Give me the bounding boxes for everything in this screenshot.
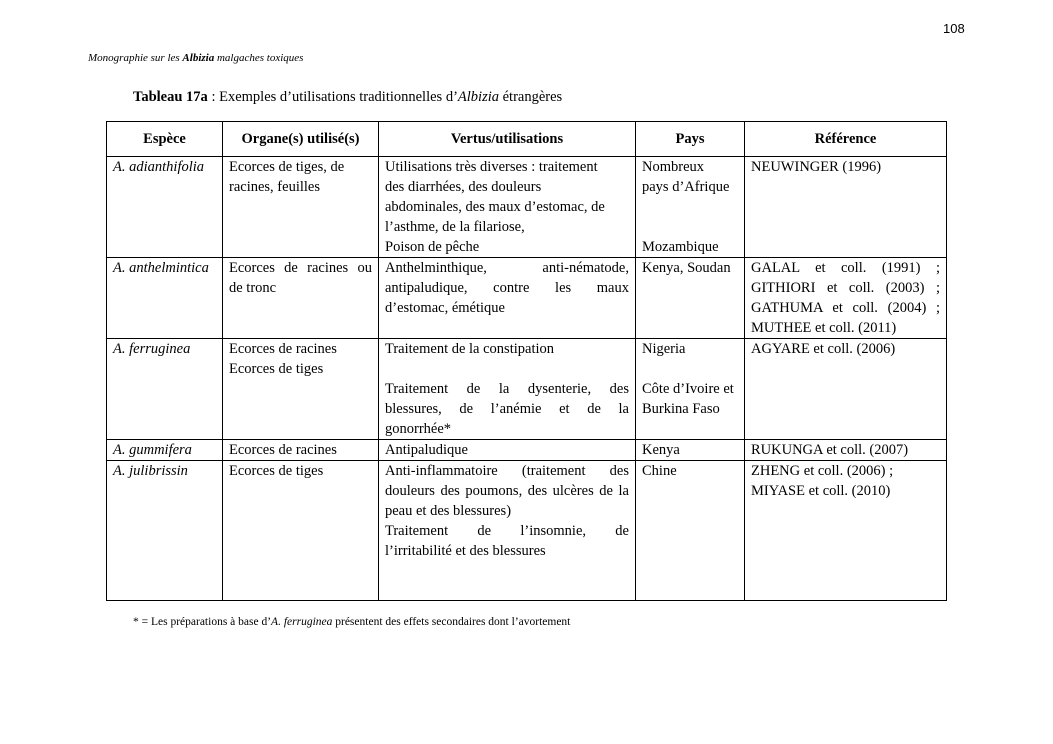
uses-line: d’estomac, émétique bbox=[385, 300, 505, 316]
country-cell bbox=[636, 440, 745, 461]
reference-cell bbox=[745, 440, 947, 461]
running-header-suffix: malgaches toxiques bbox=[214, 52, 304, 64]
country-line: Chine bbox=[642, 463, 677, 479]
country-line-spacer bbox=[642, 359, 738, 379]
uses-line: douleurs des poumons, des ulcères de la bbox=[385, 483, 629, 499]
organs-cell bbox=[223, 258, 379, 339]
country-line: Mozambique bbox=[642, 239, 719, 255]
uses-line: des diarrhées, des douleurs bbox=[385, 179, 542, 195]
table-caption-label: Tableau 17a bbox=[133, 89, 208, 105]
organs-line: Ecorces de tiges, de bbox=[229, 159, 345, 175]
species-cell: A. gummifera bbox=[107, 440, 223, 461]
organs-line: Ecorces de tiges bbox=[229, 361, 324, 377]
table-caption bbox=[133, 89, 562, 106]
reference-line: MUTHEE et coll. (2011) bbox=[751, 320, 897, 336]
reference-line: AGYARE et coll. (2006) bbox=[751, 341, 896, 357]
species-cell: A. julibrissin bbox=[107, 461, 223, 601]
table-row bbox=[107, 157, 947, 258]
uses-line: l’irritabilité et des blessures bbox=[385, 543, 546, 559]
uses-line: Antipaludique bbox=[385, 442, 468, 458]
uses-line: peau et des blessures) bbox=[385, 503, 512, 519]
organs-line: de tronc bbox=[229, 280, 277, 296]
header-reference: Référence bbox=[745, 122, 947, 157]
uses-line: Poison de pêche bbox=[385, 239, 480, 255]
running-header bbox=[88, 52, 303, 64]
reference-line: NEUWINGER (1996) bbox=[751, 159, 882, 175]
reference-cell bbox=[745, 258, 947, 339]
footnote bbox=[133, 616, 570, 628]
header-organs: Organe(s) utilisé(s) bbox=[223, 122, 379, 157]
table-row bbox=[107, 440, 947, 461]
organs-cell bbox=[223, 157, 379, 258]
reference-line: GATHUMA et coll. (2004) ; bbox=[751, 300, 940, 316]
page-number: 108 bbox=[943, 21, 965, 36]
reference-cell bbox=[745, 157, 947, 258]
uses-cell bbox=[379, 339, 636, 440]
uses-line: l’asthme, de la filariose, bbox=[385, 219, 525, 235]
footnote-text-end: présentent des effets secondaires dont l’avortement bbox=[332, 616, 571, 628]
uses-cell bbox=[379, 461, 636, 601]
footnote-species: A. ferruginea bbox=[271, 616, 333, 628]
organs-line: Ecorces de racines ou bbox=[229, 260, 372, 276]
table-caption-text: : Exemples d’utilisations traditionnelles d’ bbox=[207, 89, 458, 105]
footnote-text: * = Les préparations à base d’ bbox=[133, 616, 272, 628]
country-line: Côte d’Ivoire et bbox=[642, 381, 734, 397]
uses-table bbox=[106, 121, 947, 601]
uses-line: Utilisations très diverses : traitement bbox=[385, 159, 598, 175]
country-cell bbox=[636, 461, 745, 601]
reference-line: GITHIORI et coll. (2003) ; bbox=[751, 280, 940, 296]
uses-line: Traitement de l’insomnie, de bbox=[385, 523, 629, 539]
country-line: Kenya bbox=[642, 442, 680, 458]
organs-cell bbox=[223, 440, 379, 461]
reference-line: RUKUNGA et coll. (2007) bbox=[751, 442, 909, 458]
uses-cell bbox=[379, 258, 636, 339]
country-line-spacer bbox=[642, 217, 738, 237]
country-cell bbox=[636, 258, 745, 339]
uses-cell bbox=[379, 157, 636, 258]
country-cell bbox=[636, 157, 745, 258]
header-uses: Vertus/utilisations bbox=[379, 122, 636, 157]
species-cell: A. ferruginea bbox=[107, 339, 223, 440]
reference-cell bbox=[745, 339, 947, 440]
organs-line: Ecorces de racines bbox=[229, 442, 337, 458]
uses-line: Traitement de la constipation bbox=[385, 341, 555, 357]
country-cell bbox=[636, 339, 745, 440]
country-line: Kenya, Soudan bbox=[642, 260, 731, 276]
country-line-spacer bbox=[642, 197, 738, 217]
table-row bbox=[107, 339, 947, 440]
uses-line: blessures, de l’anémie et de la bbox=[385, 401, 629, 417]
table-caption-genus: Albizia bbox=[457, 89, 499, 105]
reference-line: ZHENG et coll. (2006) ; bbox=[751, 463, 894, 479]
reference-line: GALAL et coll. (1991) ; bbox=[751, 260, 940, 276]
table-row bbox=[107, 258, 947, 339]
country-line: Burkina Faso bbox=[642, 401, 720, 417]
organs-line: Ecorces de tiges bbox=[229, 463, 324, 479]
table-caption-text-end: étrangères bbox=[499, 89, 563, 105]
uses-line: Anthelminthique, anti-nématode, bbox=[385, 260, 629, 276]
table-row bbox=[107, 461, 947, 601]
species-cell: A. adianthifolia bbox=[107, 157, 223, 258]
country-line: pays d’Afrique bbox=[642, 179, 730, 195]
reference-line: MIYASE et coll. (2010) bbox=[751, 483, 891, 499]
country-line: Nombreux bbox=[642, 159, 705, 175]
uses-line-spacer bbox=[385, 359, 629, 379]
uses-line: Anti-inflammatoire (traitement des bbox=[385, 463, 629, 479]
organs-line: racines, feuilles bbox=[229, 179, 320, 195]
organs-line: Ecorces de racines bbox=[229, 341, 337, 357]
uses-line: antipaludique, contre les maux bbox=[385, 280, 629, 296]
uses-line: Traitement de la dysenterie, des bbox=[385, 381, 629, 397]
header-species: Espèce bbox=[107, 122, 223, 157]
uses-line: abdominales, des maux d’estomac, de bbox=[385, 199, 605, 215]
uses-line: gonorrhée* bbox=[385, 421, 452, 437]
header-country: Pays bbox=[636, 122, 745, 157]
uses-cell bbox=[379, 440, 636, 461]
running-header-prefix: Monographie sur les bbox=[88, 52, 183, 64]
country-line: Nigeria bbox=[642, 341, 686, 357]
table-header-row bbox=[107, 122, 947, 157]
species-cell: A. anthelmintica bbox=[107, 258, 223, 339]
running-header-genus: Albizia bbox=[182, 52, 215, 64]
organs-cell bbox=[223, 461, 379, 601]
organs-cell bbox=[223, 339, 379, 440]
reference-cell bbox=[745, 461, 947, 601]
